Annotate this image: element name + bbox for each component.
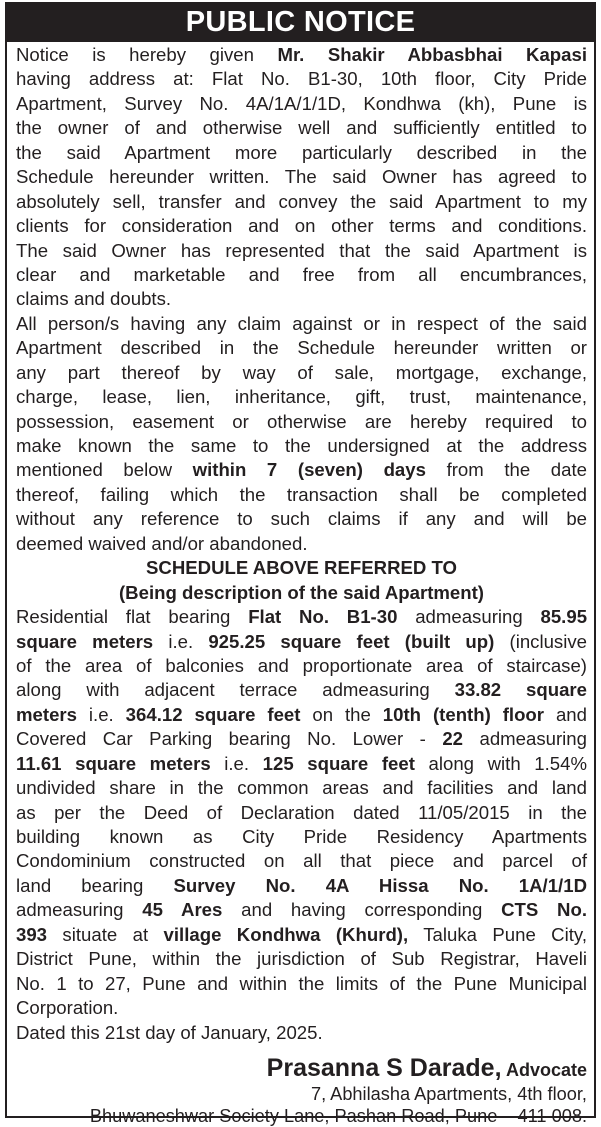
text-line: absolutely sell, transfer and convey the said Apartment to my bbox=[16, 190, 587, 212]
text-line: Notice is hereby given Mr. Shakir Abbasbhai Kapasi bbox=[16, 44, 587, 65]
advocate-title: Advocate bbox=[505, 1059, 587, 1080]
text-line: make known the same to the undersigned at the address bbox=[16, 435, 587, 456]
text-line: land bearing Survey No. 4A Hissa No. 1A/1/1D bbox=[16, 874, 587, 896]
text-line: Residential flat bearing Flat No. B1-30 admeasuring 85.95 bbox=[16, 606, 588, 628]
text-line: Condominium constructed on all that piece and parcel of bbox=[16, 850, 587, 872]
text-line: Apartment, Survey No. 4A/1A/1/1D, Kondhwa (kh), Pune is bbox=[16, 92, 587, 114]
text-line: Corporation. bbox=[16, 997, 119, 1019]
address-line-2: Bhuwaneshwar Society Lane, Pashan Road, Pune – 411 008. bbox=[89, 1105, 587, 1126]
signature-block bbox=[7, 1053, 594, 1083]
text-line: of the area of balconies and proportionate area of staircase) bbox=[16, 654, 587, 676]
text-line: any part thereof by way of sale, mortgage, exchange, bbox=[16, 361, 587, 383]
text-line: 393 situate at village Kondhwa (Khurd), Taluka Pune City, bbox=[16, 923, 587, 945]
text-line: No. 1 to 27, Pune and within the limits of the Pune Municipal bbox=[16, 972, 587, 994]
text-line: Covered Car Parking bearing No. Lower - 22 admeasuring bbox=[16, 728, 587, 750]
text-line: building known as City Pride Residency Apartments bbox=[16, 826, 587, 847]
text-line: mentioned below within 7 (seven) days from the date bbox=[16, 459, 587, 481]
text-line: without any reference to such claims if any and will be bbox=[16, 508, 587, 530]
text-line: as per the Deed of Declaration dated 11/05/2015 in the bbox=[16, 801, 587, 823]
text-line: having address at: Flat No. B1-30, 10th floor, City Pride bbox=[16, 68, 587, 90]
text-line: The said Owner has represented that the said Apartment is bbox=[16, 239, 587, 261]
text-line: the said Apartment more particularly described in the bbox=[16, 141, 587, 163]
schedule-subheading: (Being description of the said Apartment) bbox=[118, 581, 484, 603]
text-line: Apartment described in the Schedule hereunder written or bbox=[16, 337, 587, 359]
text-line: along with adjacent terrace admeasuring 33.82 square bbox=[16, 679, 587, 701]
schedule-heading: SCHEDULE ABOVE REFERRED TO bbox=[146, 557, 457, 579]
text-line: the owner of and otherwise well and sufficiently entitled to bbox=[16, 117, 587, 139]
text-line: All person/s having any claim against or in respect of the said bbox=[16, 312, 587, 334]
notice-title: PUBLIC NOTICE bbox=[185, 5, 416, 38]
text-line: admeasuring 45 Ares and having corresponding CTS No. bbox=[16, 899, 587, 921]
text-line: clients for consideration and on other terms and conditions. bbox=[16, 215, 587, 237]
claim-period: within 7 (seven) days bbox=[192, 459, 426, 481]
notice-header bbox=[5, 2, 596, 42]
text-line: undivided share in the common areas and facilities and land bbox=[16, 777, 587, 799]
text-line: deemed waived and/or abandoned. bbox=[16, 532, 308, 554]
advocate-address bbox=[7, 1083, 594, 1127]
notice-body bbox=[7, 42, 594, 1045]
dated-line: Dated this 21st day of January, 2025. bbox=[16, 1021, 323, 1043]
text-line: claims and doubts. bbox=[16, 288, 172, 310]
text-line: square meters i.e. 925.25 square feet (built up) (inclusive bbox=[16, 630, 587, 652]
text-line: thereof, failing which the transaction shall be completed bbox=[16, 483, 587, 505]
address-line-1: 7, Abhilasha Apartments, 4th floor, bbox=[310, 1083, 587, 1104]
text-line: charge, lease, lien, inheritance, gift, trust, maintenance, bbox=[16, 386, 587, 408]
text-line: District Pune, within the jurisdiction of Sub Registrar, Haveli bbox=[16, 948, 587, 970]
text-line: Schedule hereunder written. The said Owner has agreed to bbox=[16, 166, 587, 188]
text-line: clear and marketable and free from all encumbrances, bbox=[16, 263, 587, 285]
owner-name: Mr. Shakir Abbasbhai Kapasi bbox=[277, 44, 587, 65]
text-line: meters i.e. 364.12 square feet on the 10th (tenth) floor and bbox=[16, 703, 587, 725]
public-notice bbox=[5, 2, 596, 1126]
text-line: possession, easement or otherwise are hereby required to bbox=[16, 410, 587, 432]
advocate-name: Prasanna S Darade, bbox=[266, 1053, 502, 1082]
text-line: 11.61 square meters i.e. 125 square feet along with 1.54% bbox=[16, 752, 587, 774]
